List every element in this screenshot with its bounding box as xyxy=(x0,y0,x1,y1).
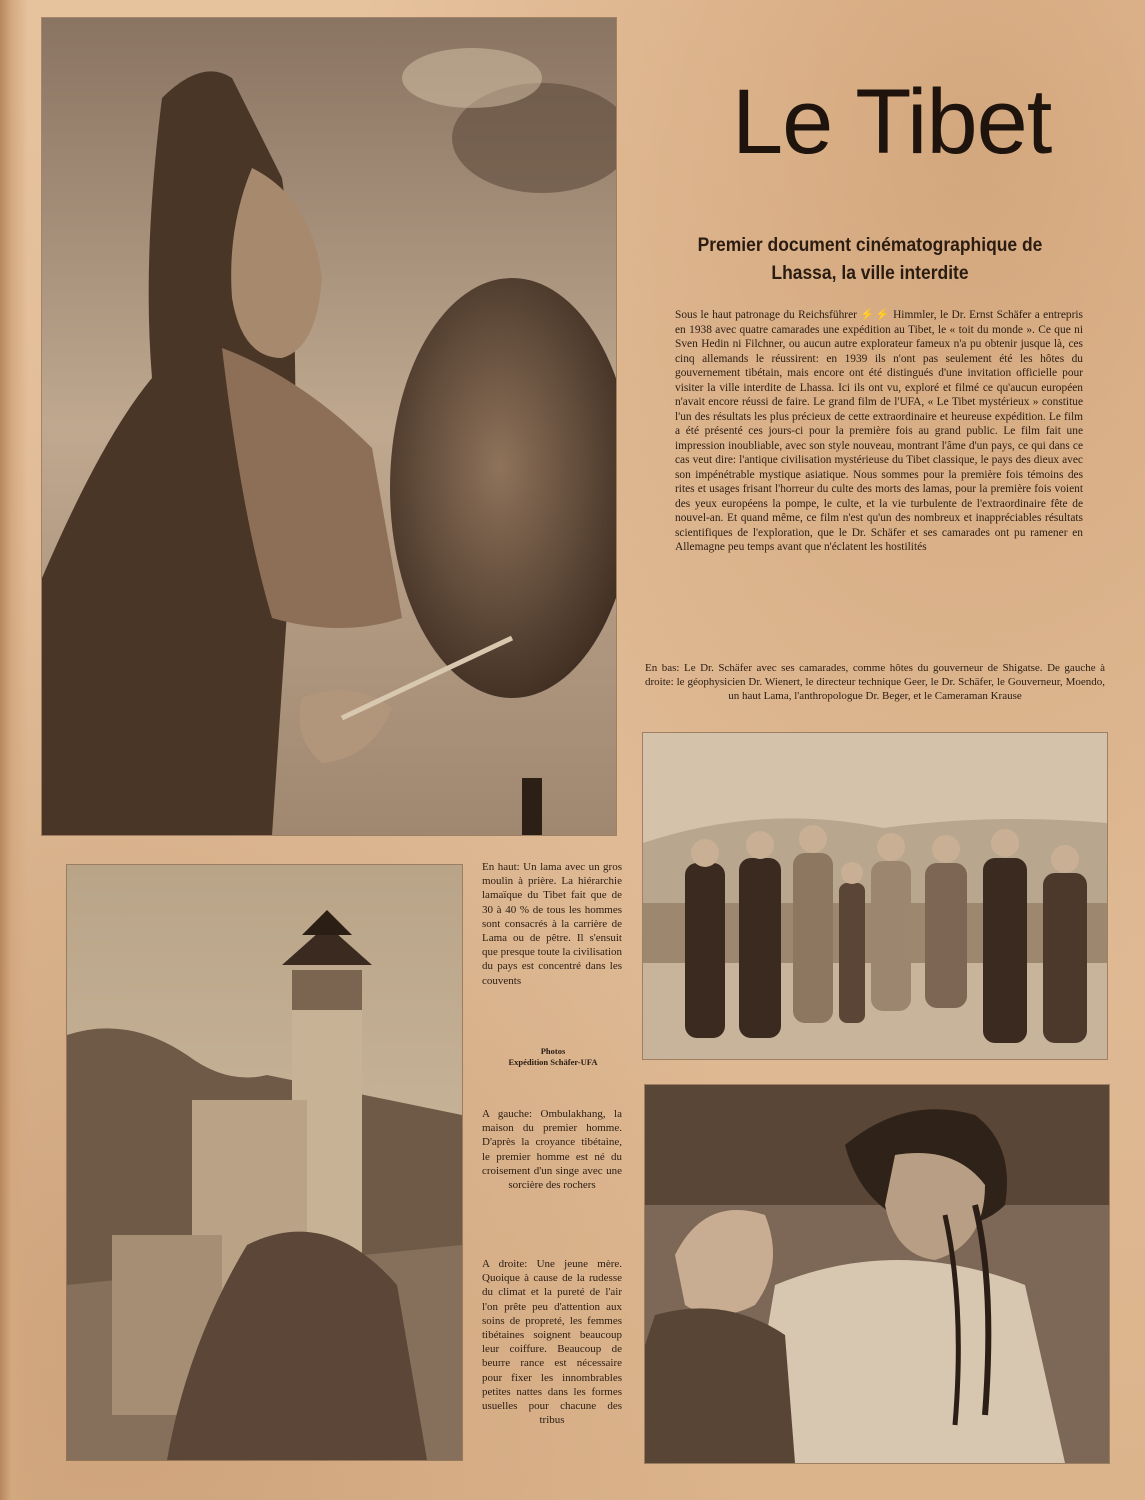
article-body: Sous le haut patronage du Reichsführer ⚡⚡ Himmler, le Dr. Ernst Schäfer a entrepris en 1938 avec quatre camarades une expédition au Tibet, le « toit du monde ». Ce que ni Sven Hedin ni Filchner, ou aucun autre explorateur fameux n'a pu obtenir jusque là, ces cinq allemands le réussirent: en 1939 ils n'ont pas seulement été les hôtes du gouvernement tibétain, mais encore ont été distingués d'une invitation officielle pour visiter la ville interdite de Lhassa. Ici ils ont vu, exploré et filmé ce qu'aucun européen n'avait encore réussi de faire. Le grand film de l'UFA, « Le Tibet mystérieux » constitue l'un des résultats les plus précieux de cette extraordinaire et heureuse expédition. Le film a été présenté ces jours-ci pour la première fois au grand public. Le film fait une impression inoubliable, avec son style nouveau, montrant l'âme d'un pays, ce qui dans ce cas veut dire: l'antique civilisation mystérieuse du Tibet classique, le pays des dieux avec son impénétrable mystique asiatique. Nous sommes pour la première fois témoins des rites et usages frisant l'horreur du culte des morts des lamas, pour la première fois voient des yeux européens la pompe, le culte, et la vie turbulente de l'extraordinaire fête de nouvel-an. Et quand même, ce film n'est qu'un des nombreux et inappréciables résultats scientifiques de l'exploration, que le Dr. Schäfer et ses camarades ont pu ramener en Allemagne peu temps avant que n'éclatent les hostilités xyxy=(675,309,1083,553)
subtitle-line-1: Premier document cinématographique de xyxy=(697,235,1043,256)
photo-credit-line-2: Expédition Schäfer-UFA xyxy=(508,1057,598,1067)
caption-young-mother: A droite: Une jeune mère. Quoique à cause de la rudesse du climat et la pureté de l'air l'on prête peu d'attention aux soins de propreté, les femmes tibétaines soignent beaucoup leur coiffure. Beaucoup de beurre rance est nécessaire pour fixer les innombrables petites nattes dans les formes usuelles pour chacune des tribus xyxy=(482,1258,622,1427)
article-title: Le Tibet xyxy=(732,71,1052,173)
subtitle-line-2: Lhassa, la ville interdite xyxy=(771,263,969,284)
photo-credit xyxy=(478,1046,628,1068)
page-edge xyxy=(0,0,28,1500)
photo-credit-line-1: Photos xyxy=(540,1046,566,1056)
caption-ombulakhang: A gauche: Ombulakhang, la maison du premier homme. D'après la croyance tibétaine, le premier homme est né du croisement d'un singe avec une sorcière des rochers xyxy=(482,1108,622,1192)
photo-young-mother xyxy=(645,1085,1109,1463)
photo-expedition-group xyxy=(643,733,1107,1059)
caption-group-photo: En bas: Le Dr. Schäfer avec ses camarades, comme hôtes du gouverneur de Shigatse. De gauche à droite: le géophysicien Dr. Wienert, le directeur technique Geer, le Dr. Schäfer, le Gouverneur, Moendo, un haut Lama, l'anthropologue Dr. Beger, et le Cameraman Krause xyxy=(645,662,1105,703)
caption-lama: En haut: Un lama avec un gros moulin à prière. La hiérarchie lamaïque du Tibet fait que de 30 à 40 % de tous les hommes sont consacrés à la carrière de Lama ou de pêtre. Il s'ensuit que presque toute la civilisation du pays est concentré dans les couvents xyxy=(482,861,622,987)
photo-lama-prayer-wheel xyxy=(42,18,616,835)
article-subtitle xyxy=(677,232,1063,288)
photo-ombulakhang-tower xyxy=(67,865,462,1460)
